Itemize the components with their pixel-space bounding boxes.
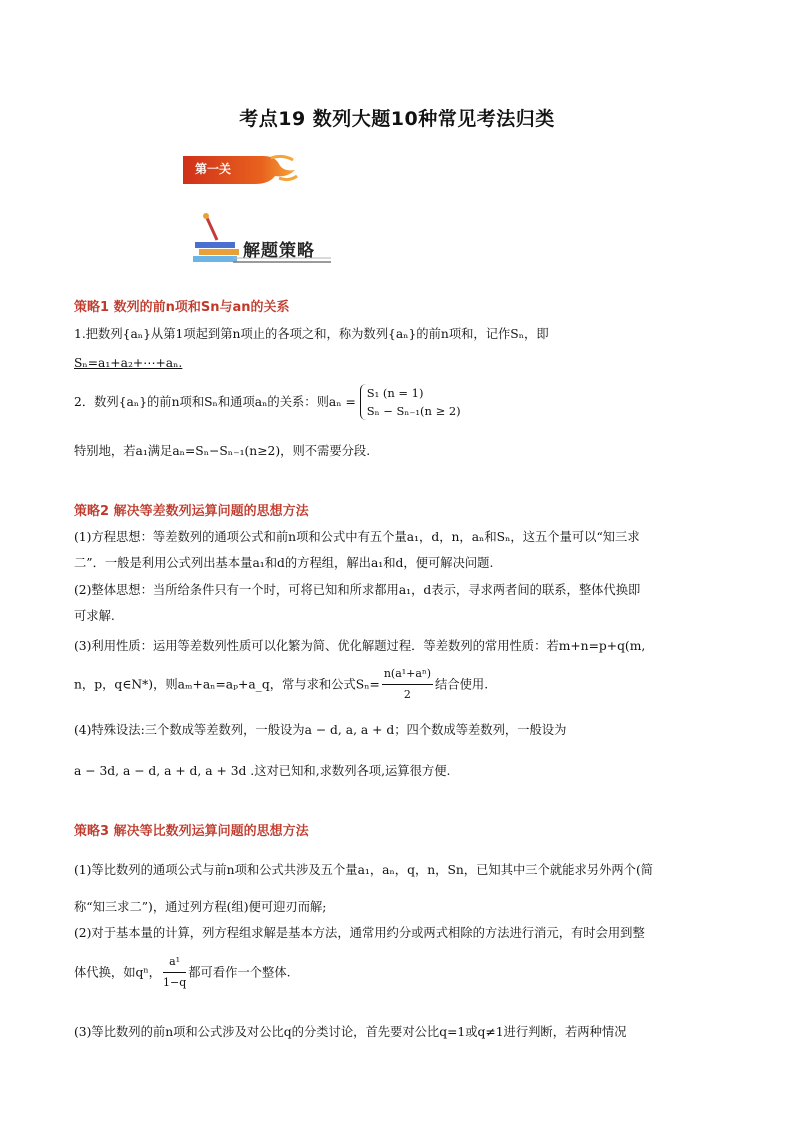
strategy-3-line-4 [74, 952, 291, 993]
strategy-1-line-1: 1.把数列{aₙ}从第1项起到第n项止的各项之和，称为数列{aₙ}的前n项和，记作Sₙ，即 [74, 327, 549, 341]
banner-label: 第一关 [195, 162, 232, 176]
strategy-header [193, 212, 333, 268]
level-banner [183, 152, 299, 188]
strategy-3-line-3: (2)对于基本量的计算，列方程组求解是基本方法，通常用约分或两式相除的方法进行消元，有时会用到整 [74, 926, 645, 940]
strategy-2-line-6 [74, 664, 488, 705]
substitution-tail: 都可看作一个整体. [188, 965, 291, 980]
ratio-fraction [163, 952, 186, 993]
strategy-1-heading: 策略1 数列的前n项和Sn与an的关系 [74, 300, 290, 315]
strategy-header-label: 解题策略 [243, 241, 315, 261]
strategy-2-line-5: (3)利用性质：运用等差数列性质可以化繁为简、优化解题过程．等差数列的常用性质：若m+n=p+q(m, [74, 639, 646, 653]
sum-formula: Sₙ=a₁+a₂+⋯+aₙ. [74, 356, 183, 370]
strategy-1-line-3 [74, 384, 461, 420]
strategy-3-line-5: (3)等比数列的前n项和公式涉及对公比q的分类讨论，首先要对公比q=1或q≠1进行判断，若两种情况 [74, 1025, 627, 1039]
strategy-2-line-8: a − 3d, a − d, a + d, a + 3d .这对已知和,求数列各项,运算很方便. [74, 764, 451, 778]
sum-fraction-numerator: n(a¹+aⁿ) [382, 664, 433, 685]
strategy-3-line-2: 称“知三求二”)，通过列方程(组)便可迎刃而解; [74, 900, 327, 914]
sum-fraction [382, 664, 433, 705]
strategy-2-line-4: 可求解. [74, 609, 115, 623]
case-2: Sₙ − Sₙ₋₁(n ≥ 2) [366, 404, 461, 418]
strategy-2-heading: 策略2 解决等差数列运算问题的思想方法 [74, 504, 309, 519]
strategy-2-line-1: (1)方程思想：等差数列的通项公式和前n项和公式中有五个量a₁，d，n，aₙ和Sₙ，这五个量可以“知三求 [74, 530, 640, 544]
sum-fraction-denominator: 2 [403, 688, 411, 701]
case-1: S₁ (n = 1) [366, 386, 424, 400]
strategy-2-line-2: 二”．一般是利用公式列出基本量a₁和d的方程组，解出a₁和d，便可解决问题. [74, 556, 494, 570]
strategy-3-line-1: (1)等比数列的通项公式与前n项和公式共涉及五个量a₁，aₙ，q，n，Sn，已知其中三个就能求另外两个(简 [74, 863, 654, 877]
ratio-fraction-numerator: a¹ [163, 952, 186, 973]
ratio-fraction-denominator: 1−q [162, 976, 187, 989]
page-title: 考点19 数列大题10种常见考法归类 [239, 108, 555, 130]
strategy-1-line-4: 特别地，若a₁满足aₙ=Sₙ−Sₙ₋₁(n≥2)，则不需要分段. [74, 444, 371, 458]
substitution-text: 体代换，如qⁿ， [74, 965, 161, 980]
strategy-3-heading: 策略3 解决等比数列运算问题的思想方法 [74, 824, 309, 839]
piecewise-cases [360, 384, 461, 420]
strategy-1-line-2 [74, 355, 182, 371]
property-tail: 结合使用. [435, 677, 489, 692]
strategy-2-line-3: (2)整体思想：当所给条件只有一个时，可将已知和所求都用a₁，d表示，寻求两者间的联系，整体代换即 [74, 583, 641, 597]
strategy-2-line-7: (4)特殊设法:三个数成等差数列，一般设为a − d, a, a + d；四个数成等差数列，一般设为 [74, 723, 567, 737]
relation-text: 2．数列{aₙ}的前n项和Sₙ和通项aₙ的关系：则aₙ = [74, 395, 356, 409]
property-text: n，p，q∈N*)，则aₘ+aₙ=aₚ+a_q，常与求和公式Sₙ= [74, 677, 380, 692]
